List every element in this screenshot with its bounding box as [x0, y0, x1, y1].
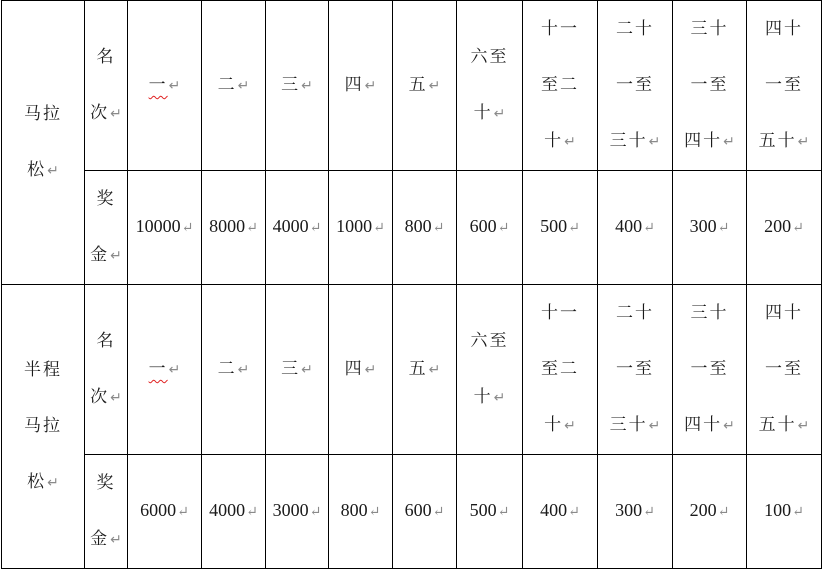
cell-line	[2, 342, 84, 398]
cell-line	[673, 57, 746, 113]
cell-text: 十	[544, 415, 564, 435]
rank-cell	[128, 1, 202, 171]
cell-line	[523, 113, 597, 170]
prize-cell	[598, 455, 673, 569]
cell-line	[128, 57, 201, 114]
paragraph-mark-icon: ↵	[564, 134, 576, 150]
prize-cell	[128, 455, 202, 569]
prize-amount: 600	[469, 216, 497, 236]
paragraph-mark-icon: ↵	[177, 505, 189, 520]
rank-cell	[457, 1, 523, 171]
paragraph-mark-icon: ↵	[723, 134, 735, 150]
cell-text: 金	[90, 529, 110, 549]
prize-cell	[393, 171, 457, 285]
cell-line	[747, 285, 821, 341]
cell-text: 一	[148, 359, 168, 379]
paragraph-mark-icon: ↵	[364, 78, 377, 94]
cell-text: 马拉	[24, 104, 62, 124]
cell-text: 三十	[609, 415, 648, 435]
rank-header-cell	[85, 285, 128, 455]
prize-amount: 10000	[135, 216, 181, 236]
prize-cell	[202, 455, 266, 569]
cell-line	[598, 1, 672, 57]
prize-header-cell	[85, 455, 128, 569]
paragraph-mark-icon: ↵	[168, 78, 181, 94]
cell-text: 金	[90, 245, 110, 265]
prize-table	[1, 0, 822, 569]
cell-line	[2, 142, 84, 199]
paragraph-mark-icon: ↵	[181, 221, 194, 236]
paragraph-mark-icon: ↵	[564, 418, 576, 434]
cell-line	[673, 341, 746, 397]
cell-line	[2, 398, 84, 454]
rank-cell	[329, 285, 393, 455]
prize-amount: 8000	[209, 216, 246, 236]
cell-text: 四十	[765, 19, 803, 39]
cell-line	[457, 85, 522, 142]
cell-line	[128, 341, 201, 398]
rank-cell	[393, 1, 457, 171]
paragraph-mark-icon: ↵	[47, 475, 59, 491]
cell-line	[266, 341, 328, 398]
paragraph-mark-icon: ↵	[364, 362, 377, 378]
prize-amount: 200	[689, 500, 717, 520]
cell-text: 名	[96, 331, 116, 351]
prize-amount: 200	[764, 216, 792, 236]
cell-line	[329, 341, 392, 398]
prize-amount: 500	[540, 216, 568, 236]
cell-line	[457, 313, 522, 369]
cell-line	[598, 341, 672, 397]
cell-text: 三	[281, 75, 301, 95]
cell-text: 三十	[690, 303, 729, 323]
prize-cell	[329, 455, 393, 569]
cell-text: 一至	[690, 75, 729, 95]
paragraph-mark-icon: ↵	[493, 106, 506, 122]
cell-line	[329, 57, 392, 114]
prize-amount: 300	[689, 216, 717, 236]
cell-line	[2, 86, 84, 142]
cell-line	[202, 57, 265, 114]
cell-text: 马拉	[24, 416, 62, 436]
rank-row	[2, 1, 822, 171]
prize-cell	[329, 171, 393, 285]
rank-cell	[266, 1, 329, 171]
rank-cell	[598, 1, 673, 171]
cell-text: 三十	[609, 131, 648, 151]
rank-cell	[202, 285, 266, 455]
prize-amount: 6000	[140, 500, 177, 520]
cell-line	[266, 57, 328, 114]
prize-cell	[523, 171, 598, 285]
cell-text: 四十	[684, 415, 723, 435]
paragraph-mark-icon: ↵	[432, 505, 445, 520]
cell-text: 一至	[690, 359, 729, 379]
prize-cell	[673, 171, 747, 285]
prize-cell	[457, 171, 523, 285]
cell-text: 五	[408, 359, 428, 379]
cell-text: 二十	[616, 19, 654, 39]
cell-text: 次	[90, 103, 110, 123]
cell-text: 十	[473, 387, 493, 407]
paragraph-mark-icon: ↵	[717, 221, 730, 236]
paragraph-mark-icon: ↵	[792, 505, 804, 520]
cell-line	[85, 369, 127, 426]
cell-text: 松	[27, 160, 47, 180]
rank-cell	[523, 285, 598, 455]
prize-cell	[202, 171, 266, 285]
rank-cell	[329, 1, 393, 171]
prize-cell	[523, 455, 598, 569]
cell-text: 半程	[24, 360, 62, 380]
paragraph-mark-icon: ↵	[246, 221, 258, 236]
cell-text: 五十	[758, 415, 797, 435]
cell-line	[523, 341, 597, 397]
paragraph-mark-icon: ↵	[428, 362, 441, 378]
prize-cell	[266, 455, 329, 569]
prize-amount: 600	[404, 500, 432, 520]
cell-line	[393, 57, 456, 114]
prize-amount: 3000	[272, 500, 309, 520]
cell-line	[598, 397, 672, 454]
paragraph-mark-icon: ↵	[493, 390, 506, 406]
rank-cell	[598, 285, 673, 455]
cell-text: 一至	[616, 75, 654, 95]
prize-amount: 4000	[209, 500, 246, 520]
cell-line	[523, 57, 597, 113]
paragraph-mark-icon: ↵	[497, 505, 510, 520]
prize-amount: 100	[764, 500, 792, 520]
cell-line	[747, 1, 821, 57]
cell-text: 一至	[616, 359, 654, 379]
paragraph-mark-icon: ↵	[643, 505, 655, 520]
prize-amount: 300	[615, 500, 643, 520]
rank-cell	[457, 285, 523, 455]
cell-text: 名	[96, 47, 116, 67]
paragraph-mark-icon: ↵	[309, 221, 322, 236]
category-cell	[2, 1, 85, 285]
cell-text: 奖	[96, 189, 116, 209]
cell-line	[673, 285, 746, 341]
cell-text: 五	[408, 75, 428, 95]
cell-line	[673, 113, 746, 170]
cell-text: 五十	[758, 131, 797, 151]
cell-text: 十一	[541, 19, 579, 39]
rank-cell	[523, 1, 598, 171]
prize-amount: 800	[404, 216, 432, 236]
paragraph-mark-icon: ↵	[428, 78, 441, 94]
cell-text: 六至	[470, 47, 509, 67]
prize-amount: 1000	[336, 216, 373, 236]
cell-text: 一至	[765, 75, 803, 95]
cell-text: 至二	[541, 359, 579, 379]
cell-line	[598, 57, 672, 113]
paragraph-mark-icon: ↵	[47, 163, 59, 179]
cell-line	[2, 454, 84, 511]
paragraph-mark-icon: ↵	[110, 532, 122, 548]
cell-text: 二	[217, 359, 237, 379]
cell-line	[523, 397, 597, 454]
rank-cell	[266, 285, 329, 455]
prize-cell	[598, 171, 673, 285]
rank-cell	[747, 285, 822, 455]
cell-text: 四	[344, 75, 364, 95]
prize-cell	[747, 455, 822, 569]
prize-amount: 4000	[272, 216, 309, 236]
paragraph-mark-icon: ↵	[797, 418, 810, 434]
cell-text: 一	[148, 75, 168, 95]
paragraph-mark-icon: ↵	[110, 390, 122, 406]
prize-cell	[747, 171, 822, 285]
paragraph-mark-icon: ↵	[792, 221, 804, 236]
paragraph-mark-icon: ↵	[237, 78, 250, 94]
paragraph-mark-icon: ↵	[309, 505, 322, 520]
rank-cell	[128, 285, 202, 455]
rank-cell	[393, 285, 457, 455]
cell-line	[85, 227, 127, 284]
cell-line	[673, 1, 746, 57]
cell-line	[393, 341, 456, 398]
prize-amount: 400	[540, 500, 568, 520]
rank-cell	[673, 1, 747, 171]
paragraph-mark-icon: ↵	[301, 78, 313, 94]
cell-line	[747, 397, 821, 454]
cell-line	[598, 285, 672, 341]
cell-line	[85, 455, 127, 511]
cell-text: 六至	[470, 331, 509, 351]
rank-cell	[747, 1, 822, 171]
cell-text: 四十	[765, 303, 803, 323]
cell-line	[747, 341, 821, 397]
cell-line	[747, 57, 821, 113]
prize-cell	[128, 171, 202, 285]
paragraph-mark-icon: ↵	[648, 134, 661, 150]
prize-table-body	[2, 1, 822, 569]
cell-text: 至二	[541, 75, 579, 95]
cell-text: 十一	[541, 303, 579, 323]
cell-text: 三	[281, 359, 301, 379]
paragraph-mark-icon: ↵	[110, 106, 122, 122]
cell-text: 一至	[765, 359, 803, 379]
prize-amount: 500	[469, 500, 497, 520]
cell-text: 四十	[684, 131, 723, 151]
prize-cell	[673, 455, 747, 569]
rank-header-cell	[85, 1, 128, 171]
cell-line	[523, 1, 597, 57]
prize-row	[2, 171, 822, 285]
cell-text: 十	[473, 103, 493, 123]
cell-line	[523, 285, 597, 341]
prize-cell	[457, 455, 523, 569]
cell-line	[85, 313, 127, 369]
prize-header-cell	[85, 171, 128, 285]
cell-line	[457, 29, 522, 85]
rank-cell	[673, 285, 747, 455]
cell-text: 二	[217, 75, 237, 95]
prize-amount: 400	[615, 216, 643, 236]
cell-text: 次	[90, 387, 110, 407]
paragraph-mark-icon: ↵	[373, 221, 385, 236]
prize-amount: 800	[340, 500, 368, 520]
paragraph-mark-icon: ↵	[568, 505, 580, 520]
rank-cell	[202, 1, 266, 171]
cell-text: 十	[544, 131, 564, 151]
paragraph-mark-icon: ↵	[648, 418, 661, 434]
cell-line	[202, 341, 265, 398]
cell-text: 二十	[616, 303, 654, 323]
paragraph-mark-icon: ↵	[110, 248, 122, 264]
paragraph-mark-icon: ↵	[717, 505, 730, 520]
cell-text: 三十	[690, 19, 729, 39]
cell-line	[598, 113, 672, 170]
paragraph-mark-icon: ↵	[723, 418, 735, 434]
paragraph-mark-icon: ↵	[432, 221, 445, 236]
paragraph-mark-icon: ↵	[643, 221, 655, 236]
cell-text: 奖	[96, 473, 116, 493]
paragraph-mark-icon: ↵	[301, 362, 313, 378]
cell-line	[85, 171, 127, 227]
cell-line	[747, 113, 821, 170]
paragraph-mark-icon: ↵	[797, 134, 810, 150]
cell-line	[673, 397, 746, 454]
cell-line	[85, 85, 127, 142]
rank-row	[2, 285, 822, 455]
prize-cell	[393, 455, 457, 569]
cell-line	[457, 369, 522, 426]
prize-row	[2, 455, 822, 569]
paragraph-mark-icon: ↵	[497, 221, 510, 236]
paragraph-mark-icon: ↵	[568, 221, 580, 236]
cell-line	[85, 511, 127, 568]
prize-cell	[266, 171, 329, 285]
paragraph-mark-icon: ↵	[246, 505, 258, 520]
paragraph-mark-icon: ↵	[368, 505, 381, 520]
paragraph-mark-icon: ↵	[168, 362, 181, 378]
cell-text: 四	[344, 359, 364, 379]
paragraph-mark-icon: ↵	[237, 362, 250, 378]
cell-line	[85, 29, 127, 85]
category-cell	[2, 285, 85, 569]
cell-text: 松	[27, 472, 47, 492]
